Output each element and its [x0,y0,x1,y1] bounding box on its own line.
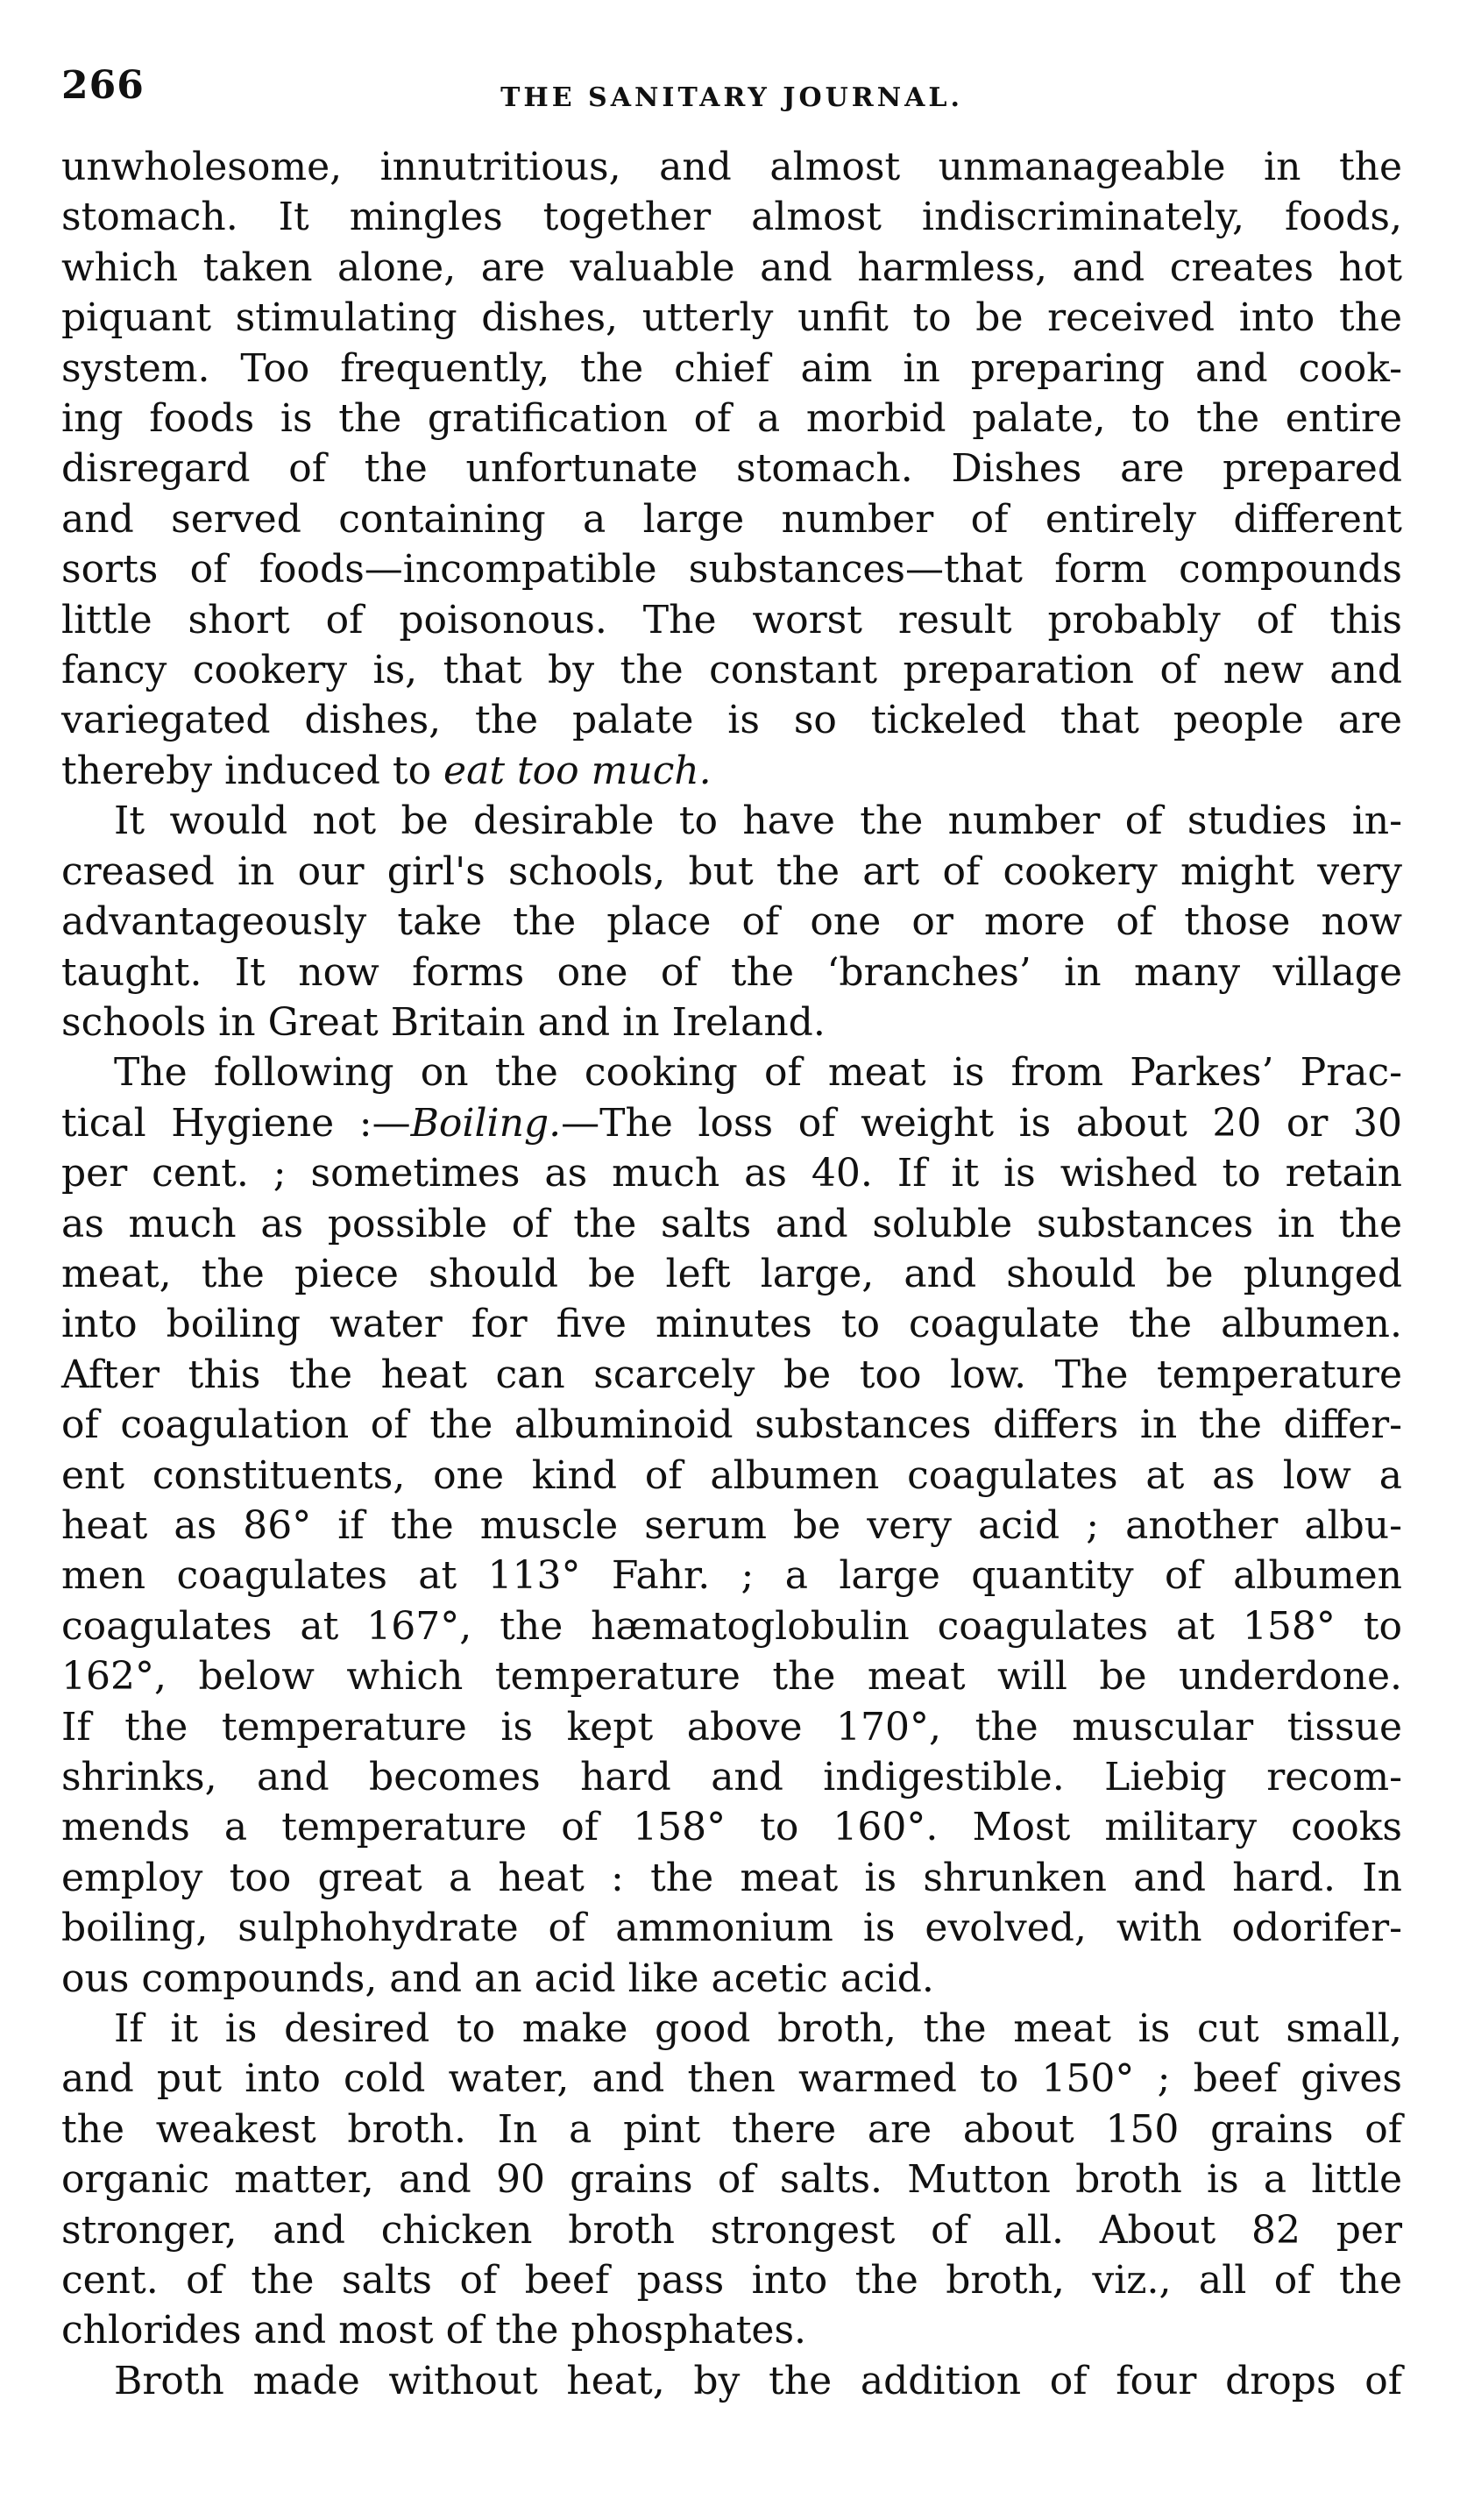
paragraph [61,796,1402,1047]
text-line: piquant stimulating dishes, utterly unfit to be received into the [61,295,1402,341]
text-line: Broth made without heat, by the addition of four drops of [114,2358,1402,2403]
text-line: as much as possible of the salts and soluble substances in the [61,1201,1402,1246]
text-run: —The loss of weight is about 20 or 30 [561,1100,1402,1146]
text-line: meat, the piece should be left large, and should be plunged [61,1251,1402,1296]
text-line: system. Too frequently, the chief aim in preparing and cook- [61,345,1402,391]
text-line: employ too great a heat : the meat is shrunken and hard. In [61,1855,1402,1900]
text-line: shrinks, and becomes hard and indigestible. Liebig recom- [61,1755,1402,1799]
text-line: stomach. It mingles together almost indiscriminately, foods, [61,195,1402,240]
text-line: ous compounds, and an acid like acetic acid. [61,1956,934,2001]
text-run: thereby induced to [61,748,444,793]
text-line: advantageously take the place of one or more of those now [61,899,1402,945]
text-line: schools in Great Britain and in Ireland. [61,999,826,1045]
text-line: sorts of foods—incompatible substances—that form compounds [61,547,1402,593]
document-page [61,53,1402,2406]
text-line: and served containing a large number of entirely different [61,496,1402,542]
text-line: boiling, sulphohydrate of ammonium is evolved, with odorifer- [61,1906,1402,1951]
italic-text: Boiling. [410,1100,562,1146]
text-line: men coagulates at 113° Fahr. ; a large quantity of albumen [61,1553,1402,1599]
text-line: ent constituents, one kind of albumen coagulates at as low a [61,1452,1402,1498]
text-line: It would not be desirable to have the number of studies in- [114,799,1402,844]
text-line: cent. of the salts of beef pass into the broth, viz., all of the [61,2258,1402,2303]
text-line: unwholesome, innutritious, and almost unmanageable in the [61,145,1402,189]
text-line: The following on the cooking of meat is from Parkes’ Prac- [114,1050,1402,1096]
page-number: 266 [61,63,145,108]
text-line: the weakest broth. In a pint there are about 150 grains of [61,2106,1402,2152]
text-line: taught. It now forms one of the ‘branches’ in many village [61,949,1402,995]
journal-title: THE SANITARY JOURNAL. [500,82,963,113]
text-line: disregard of the unfortunate stomach. Dishes are prepared [61,446,1402,492]
text-line [61,746,1402,796]
text-line: fancy cookery is, that by the constant preparation of new and [61,648,1402,693]
text-line: If the temperature is kept above 170°, the muscular tissue [61,1704,1402,1750]
text-line: which taken alone, are valuable and harmless, and creates hot [61,245,1402,290]
text-line: heat as 86° if the muscle serum be very acid ; another albu- [61,1502,1402,1548]
text-line: If it is desired to make good broth, the meat is cut small, [114,2006,1402,2052]
text-line: coagulates at 167°, the hæmatoglobulin coagulates at 158° to [61,1603,1402,1649]
text-line: chlorides and most of the phosphates. [61,2308,807,2353]
text-line: creased in our girl's schools, but the art of cookery might very [61,848,1402,894]
text-line: into boiling water for five minutes to coagulate the albumen. [61,1302,1402,1347]
paragraph [61,2356,1402,2406]
text-line: variegated dishes, the palate is so tickeled that people are [61,698,1402,743]
paragraph [61,1047,1402,2004]
text-line: mends a temperature of 158° to 160°. Most military cooks [61,1805,1402,1850]
text-line: After this the heat can scarcely be too low. The temperature [61,1352,1402,1397]
text-run: tical Hygiene :— [61,1100,411,1146]
text-line [61,1098,1402,1148]
text-line: of coagulation of the albuminoid substances differs in the differ- [61,1402,1402,1448]
text-line: 162°, below which temperature the meat will be underdone. [61,1654,1402,1700]
paragraph [61,142,1402,796]
running-head [61,53,1402,123]
body-text [61,142,1402,2406]
text-line: and put into cold water, and then warmed to 150° ; beef gives [61,2056,1402,2102]
text-line: stronger, and chicken broth strongest of all. About 82 per [61,2207,1402,2253]
text-line: ing foods is the gratification of a morbid palate, to the entire [61,396,1402,442]
text-line: organic matter, and 90 grains of salts. Mutton broth is a little [61,2157,1402,2203]
text-line: little short of poisonous. The worst result probably of this [61,597,1402,642]
text-line: per cent. ; sometimes as much as 40. If it is wished to retain [61,1151,1402,1196]
italic-text: eat too much. [443,748,712,793]
paragraph [61,2004,1402,2356]
